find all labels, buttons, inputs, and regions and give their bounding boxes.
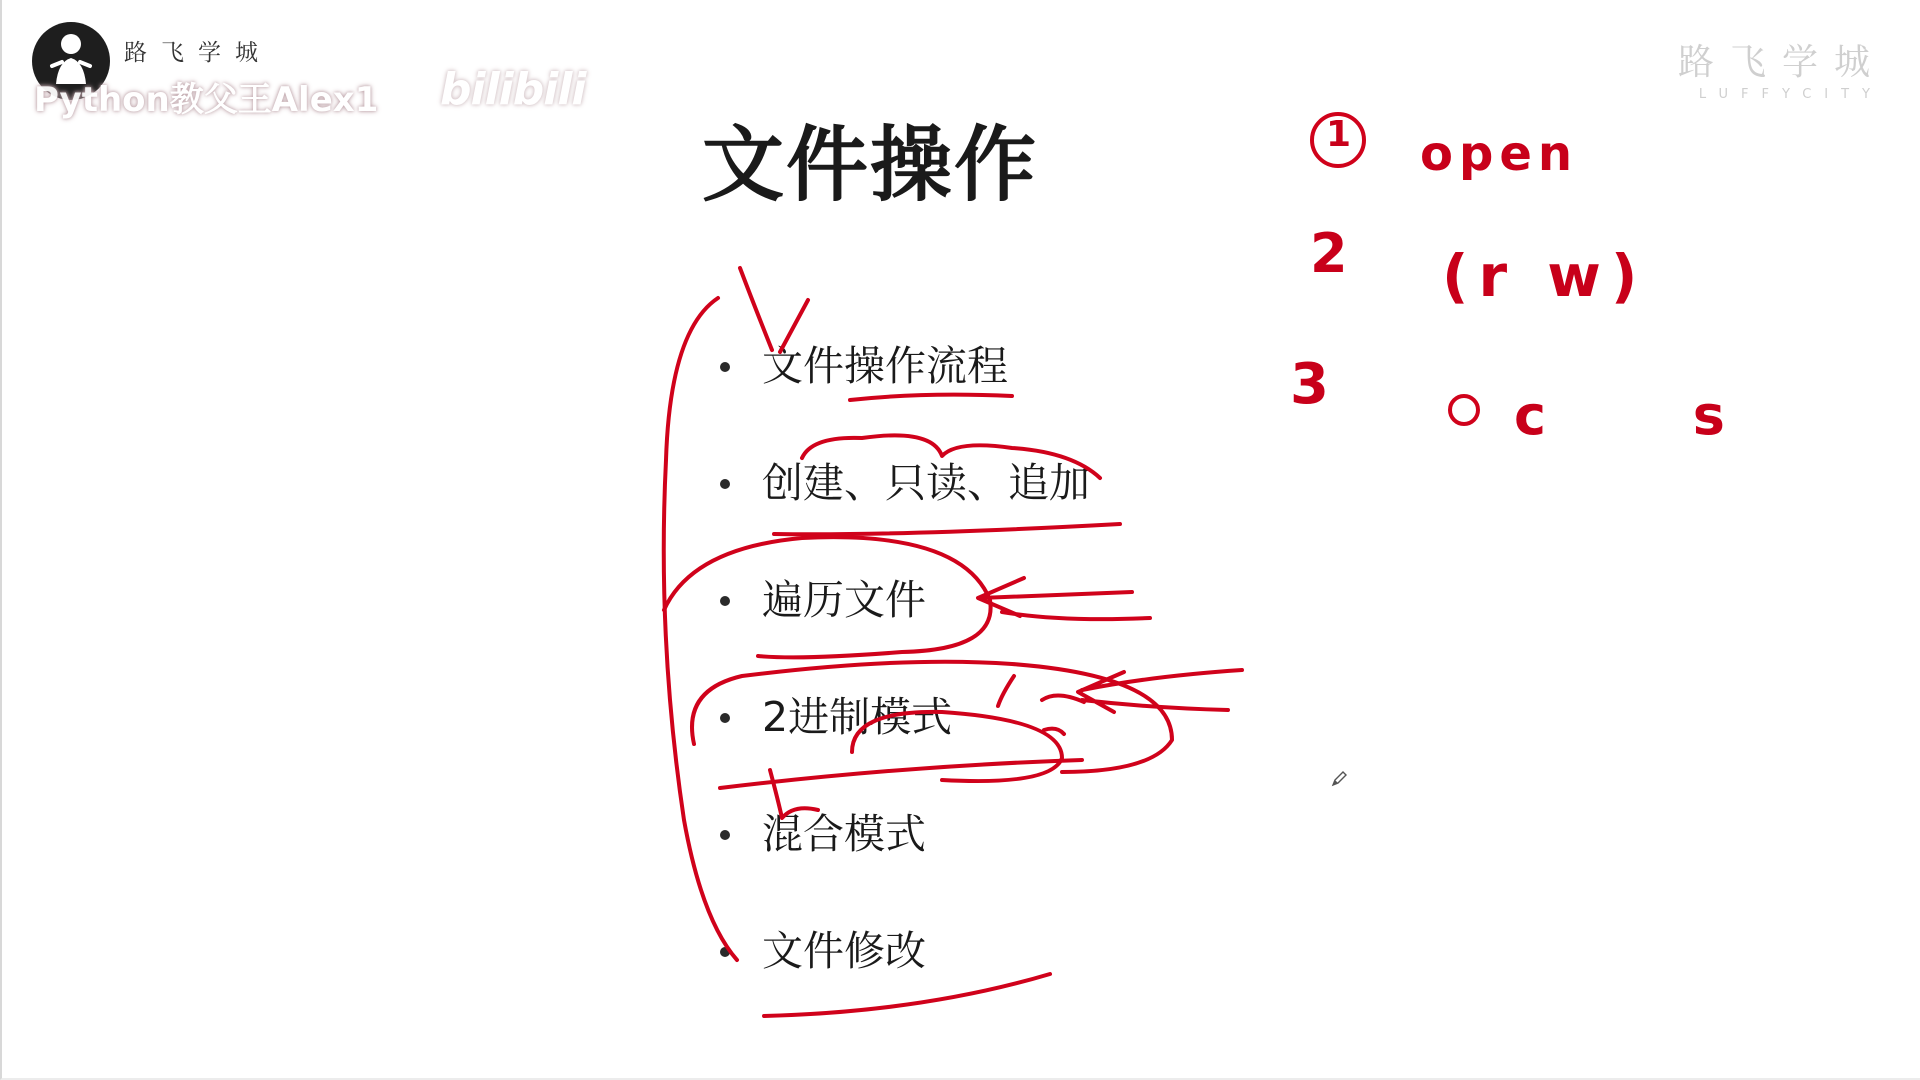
bullet-text: 文件操作流程: [762, 342, 1008, 390]
bullet-text: 遍历文件: [762, 576, 926, 624]
bullet-dot-icon: [720, 596, 730, 606]
ink-note-num-3: 3: [1290, 352, 1329, 417]
watermark-right-brand-en: LUFFYCITY: [1698, 87, 1883, 102]
ink-arrow-4: [998, 670, 1242, 734]
bullet-text: 2进制模式: [762, 693, 953, 741]
bullet-dot-icon: [720, 947, 730, 957]
bullet-text: 混合模式: [762, 810, 926, 858]
watermark-platform: bilibili: [440, 64, 586, 115]
ink-note-text-3: c s: [1514, 384, 1789, 447]
ink-bracket-left: [664, 298, 737, 960]
ink-arrow-3: [978, 578, 1150, 619]
watermark-right-brand-cn: 路飞学城: [1677, 42, 1886, 83]
watermark-brand-cn: 路飞学城: [124, 40, 272, 66]
bullet-text: 创建、只读、追加: [762, 459, 1090, 507]
bullet-dot-icon: [720, 830, 730, 840]
watermark-user: Python教父王Alex1: [34, 80, 379, 120]
watermark-left: [32, 22, 592, 120]
ink-note-num-1: 1: [1326, 114, 1352, 155]
ink-note-text-2: (r w): [1442, 242, 1648, 310]
ink-strike-4: [720, 760, 1082, 788]
bullet-text: 文件修改: [762, 927, 926, 975]
slide-title: 文件操作: [702, 118, 1039, 213]
pen-cursor-icon: [1330, 770, 1348, 788]
ink-note-num-2: 2: [1310, 222, 1348, 285]
bullet-dot-icon: [720, 479, 730, 489]
ink-underline-2: [774, 524, 1120, 534]
bullet-dot-icon: [720, 362, 730, 372]
watermark-right: [1650, 34, 1886, 104]
bullet-dot-icon: [720, 713, 730, 723]
ink-note-text-1: open: [1420, 126, 1579, 182]
